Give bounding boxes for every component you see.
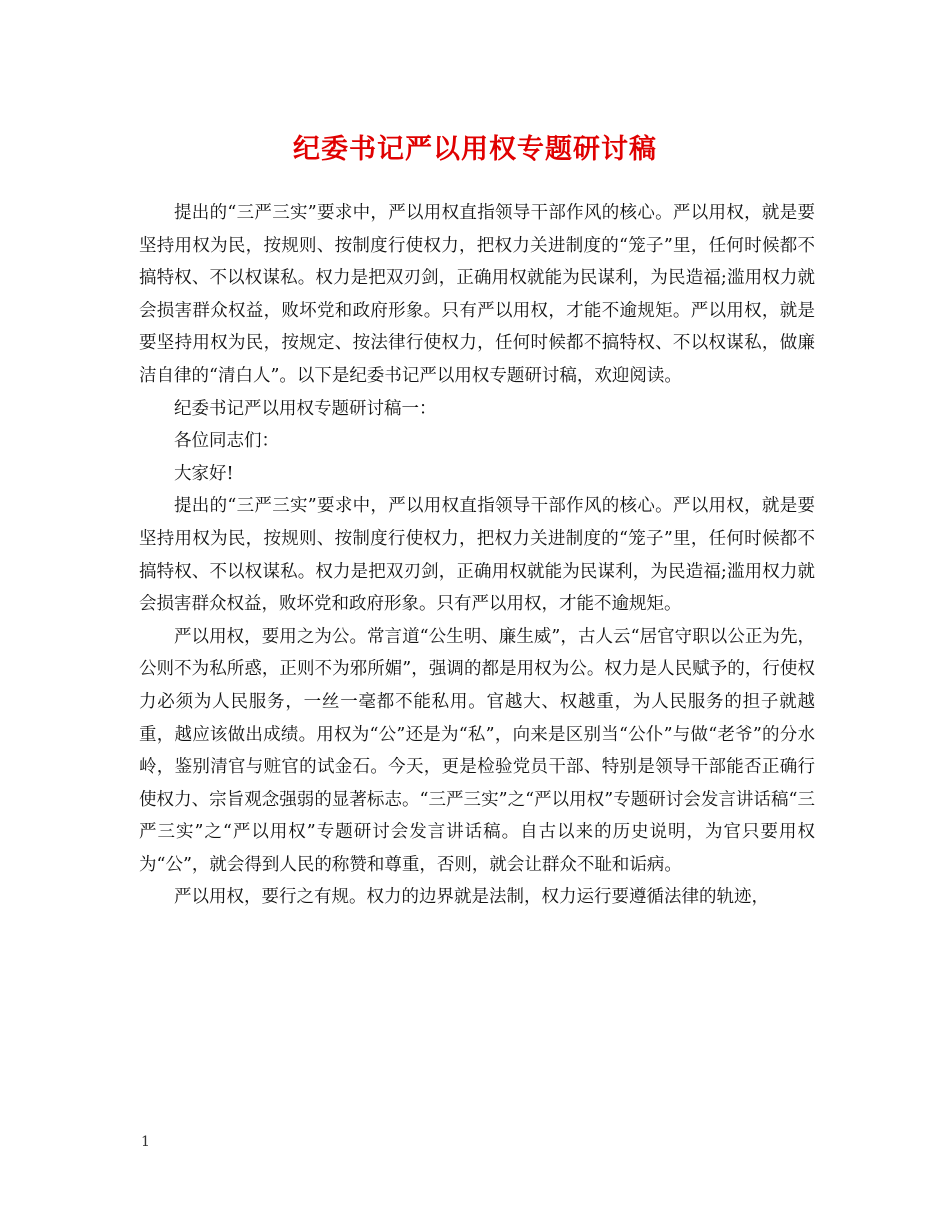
document-title: 纪委书记严以用权专题研讨稿 [293, 134, 657, 165]
page-number: 1 [141, 1134, 150, 1150]
paragraph-intro: 提出的“三严三实”要求中，严以用权直指领导干部作风的核心。严以用权，就是要坚持用权为民，按规则、按制度行使权力，把权力关进制度的“笼子”里，任何时候都不搞特权、不以权谋私。权力是把双刃剑，正确用权就能为民谋利，为民造福;滥用权力就会损害群众权益，败坏党和政府形象。只有严以用权，才能不逾规矩。严以用权，就是要坚持用权为民，按规定、按法律行使权力，任何时候都不搞特权、不以权谋私，做廉洁自律的“清白人”。以下是纪委书记严以用权专题研讨稿，欢迎阅读。 [139, 203, 815, 386]
paragraph-follow-rules: 严以用权，要行之有规。权力的边界就是法制，权力运行要遵循法律的轨迹， [174, 887, 769, 908]
paragraph-salutation: 各位同志们： [174, 431, 279, 452]
paragraph-heading-one: 纪委书记严以用权专题研讨稿一： [174, 398, 437, 419]
paragraph-use-for-public: 严以用权，要用之为公。常言道“公生明、廉生威”，古人云“居官守职以公正为先，公则不为私所惑，正则不为邪所媚”，强调的都是用权为公。权力是人民赋予的，行使权力必须为人民服务，一丝一毫都不能私用。官越大、权越重，为人民服务的担子就越重，越应该做出成绩。用权为“公”还是为“私”，向来是区别当“公仆”与做“老爷”的分水岭，鉴别清官与赃官的试金石。今天，更是检验党员干部、特别是领导干部能否正确行使权力、宗旨观念强弱的显著标志。“三严三实”之“严以用权”专题研讨会发言讲话稿“三严三实”之“严以用权”专题研讨会发言讲话稿。自古以来的历史说明，为官只要用权为“公”，就会得到人民的称赞和尊重，否则，就会让群众不耻和诟病。 [139, 626, 815, 875]
document-body [139, 197, 815, 914]
paragraph-core: 提出的“三严三实”要求中，严以用权直指领导干部作风的核心。严以用权，就是要坚持用权为民，按规则、按制度行使权力，把权力关进制度的“笼子”里，任何时候都不搞特权、不以权谋私。权力是把双刃剑，正确用权就能为民谋利，为民造福;滥用权力就会损害群众权益，败坏党和政府形象。只有严以用权，才能不逾规矩。 [139, 496, 815, 615]
paragraph-greeting: 大家好! [174, 463, 234, 484]
